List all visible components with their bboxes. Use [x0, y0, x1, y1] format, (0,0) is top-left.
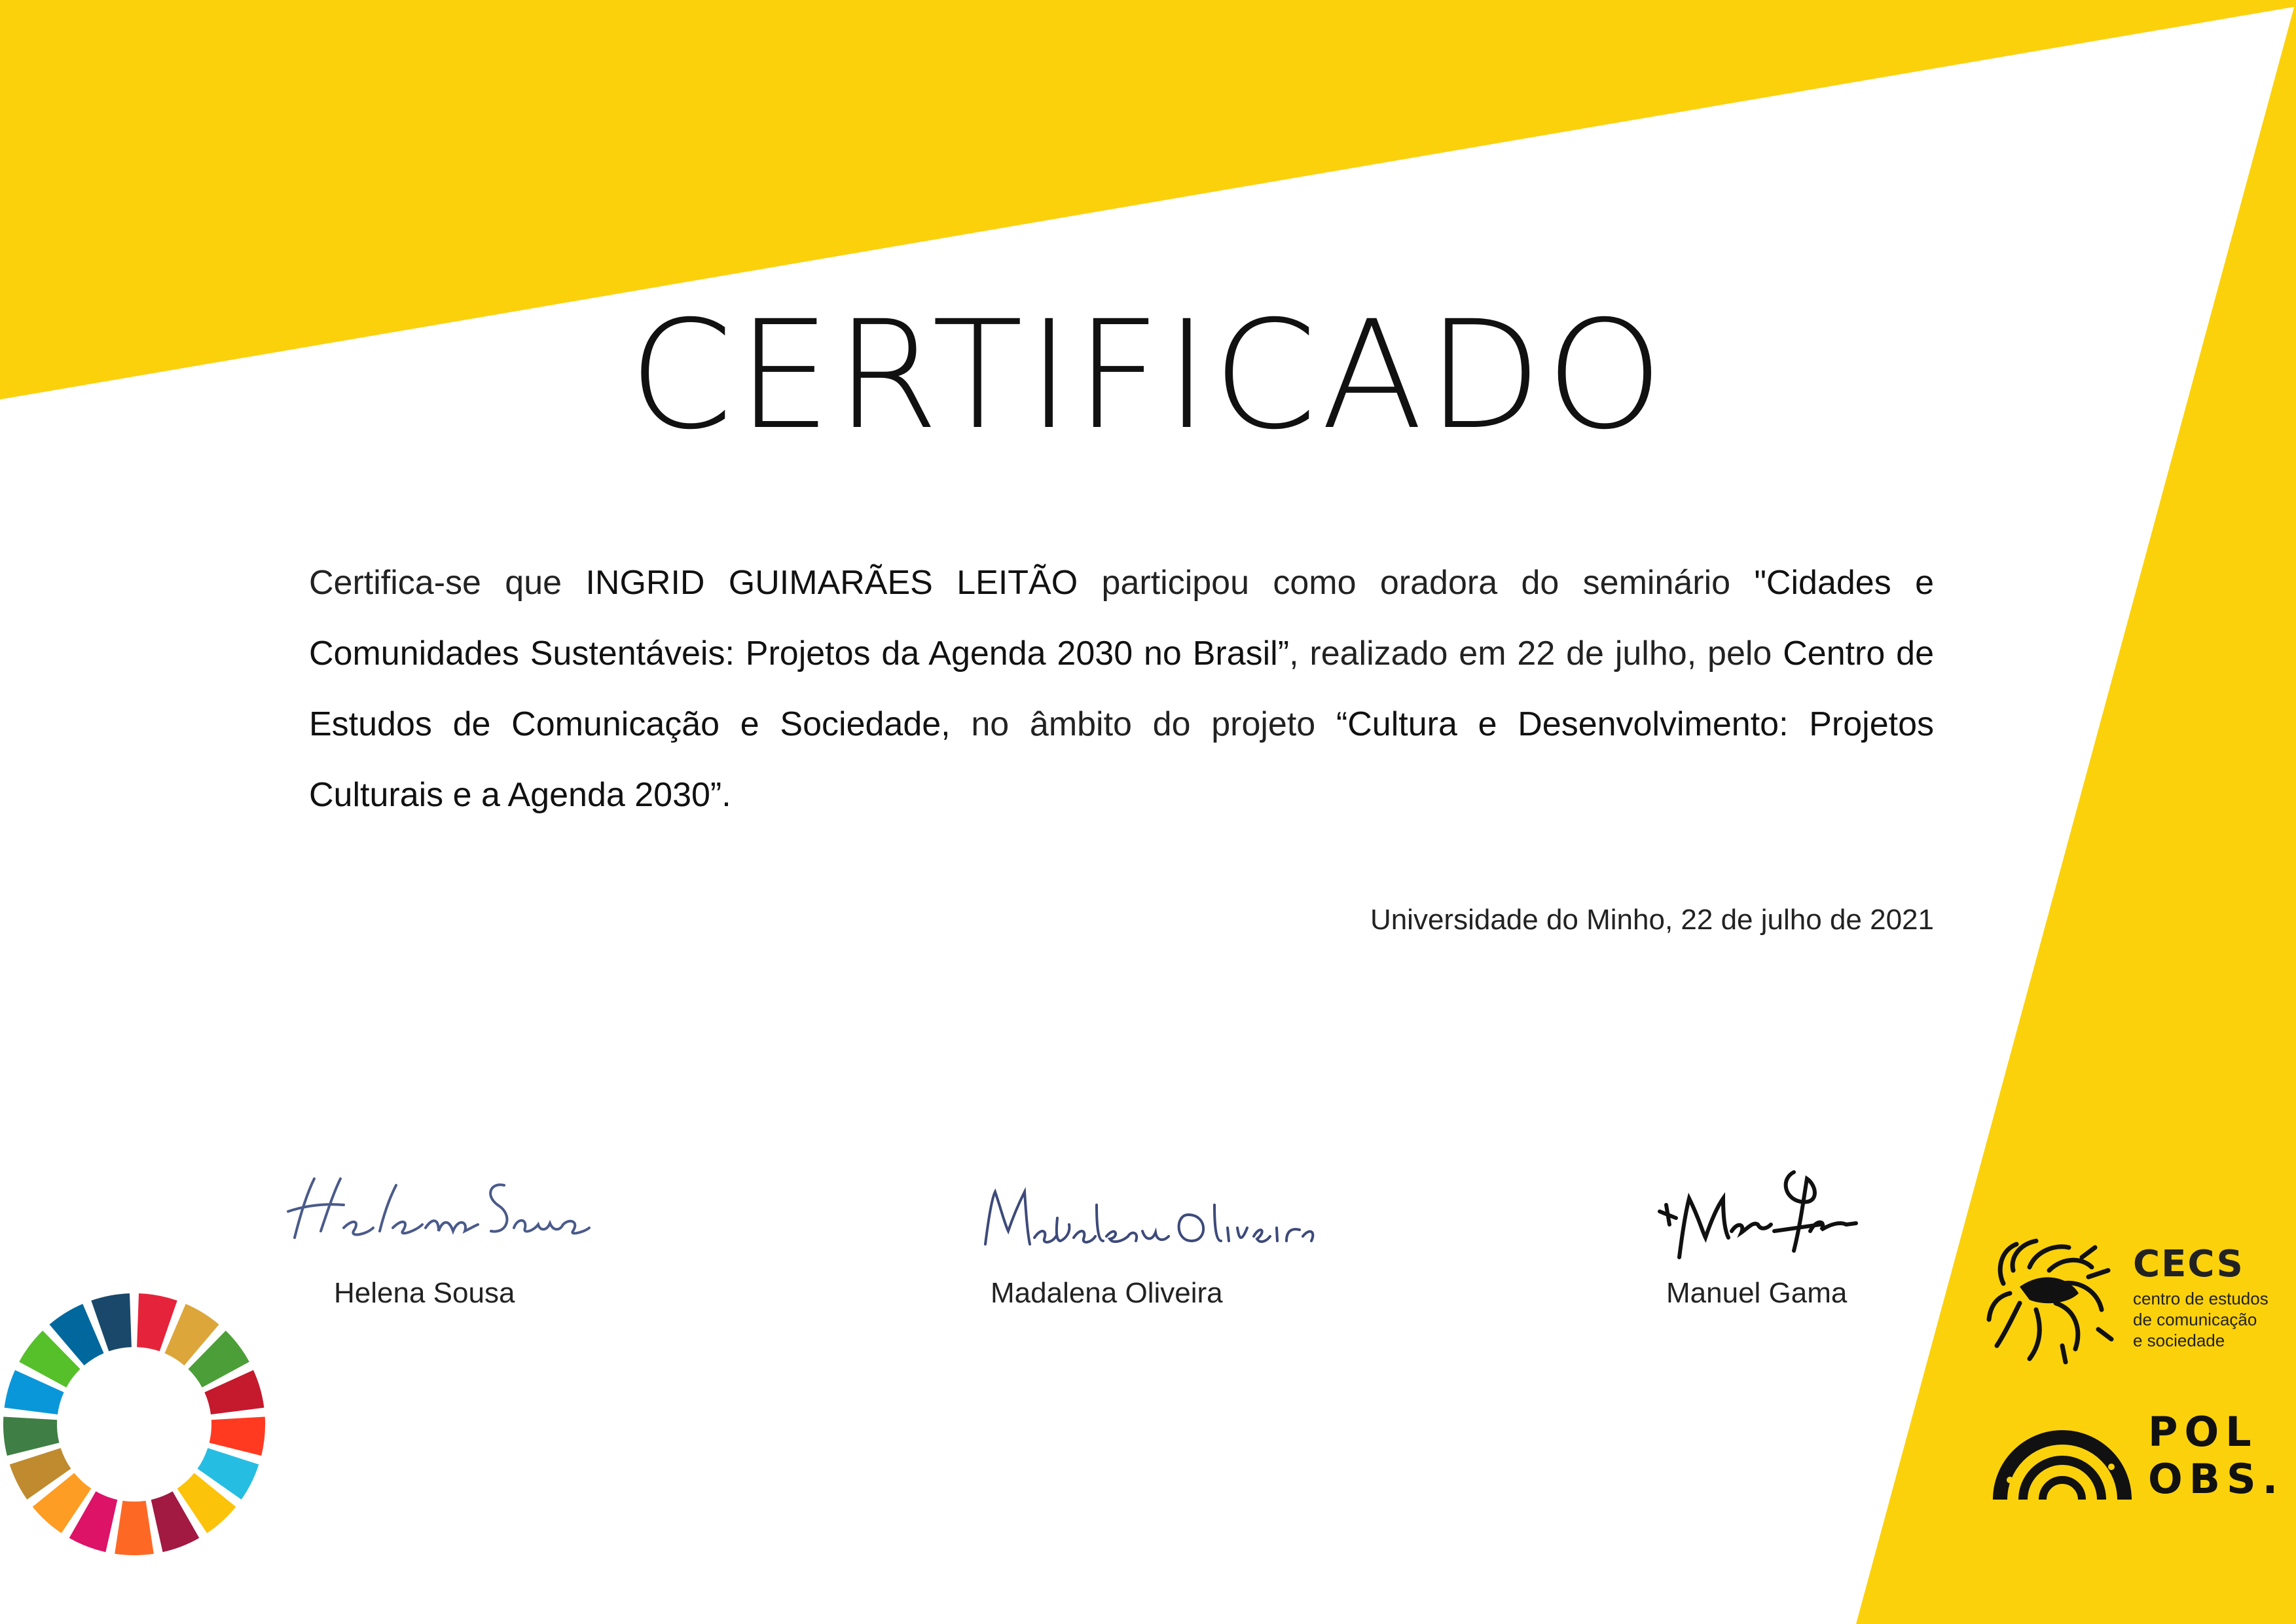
recipient-name: INGRID GUIMARÃES LEITÃO	[585, 564, 1078, 602]
project-title: “Cultura e Desenvolvimento: Projetos Culturais e a Agenda 2030”.	[309, 705, 1934, 814]
organizing-center: Centro de Estudos de Comunicação e Sociedade,	[309, 635, 1935, 743]
body-text-2: participou como oradora do seminário	[1078, 564, 1755, 602]
place-and-date: Universidade do Minho, 22 de julho de 2021	[1370, 904, 1934, 936]
polobs-logo	[1987, 1401, 2285, 1506]
sdg-ring-segments	[3, 1293, 265, 1555]
cecs-emblem-icon	[1984, 1231, 2115, 1369]
cecs-logo	[1984, 1231, 2272, 1369]
signature-helena-sousa	[282, 1166, 596, 1251]
polobs-arc-icon	[1987, 1401, 2138, 1506]
certificate-body	[309, 547, 1934, 830]
certificate-title: CERTIFICADO	[629, 288, 1667, 462]
cecs-line-2: de comunicação	[2133, 1310, 2257, 1329]
body-text-1: Certifica-se que	[309, 564, 586, 602]
signature-manuel-gama	[1650, 1159, 1866, 1270]
signature-madalena-oliveira	[979, 1179, 1319, 1257]
sdg-wheel-icon	[0, 1287, 268, 1562]
body-text-4: no âmbito do projeto	[950, 705, 1336, 743]
cecs-line-3: e sociedade	[2133, 1331, 2225, 1350]
polobs-line-2: OBS.	[2148, 1455, 2285, 1503]
signatory-name-3: Manuel Gama	[1666, 1277, 1848, 1309]
sdg-segment	[210, 1417, 265, 1456]
cecs-acronym: CECS	[2133, 1243, 2244, 1285]
sdg-segment	[115, 1501, 154, 1555]
signatory-name-2: Madalena Oliveira	[991, 1277, 1223, 1309]
signatory-name-1: Helena Sousa	[334, 1277, 515, 1309]
sdg-segment	[3, 1417, 59, 1456]
body-text-3: , realizado em 22 de julho, pelo	[1289, 635, 1783, 673]
seminar-title: "Cidades e Comunidades Sustentáveis: Projetos da Agenda 2030 no Brasil”	[309, 564, 1934, 673]
cecs-line-1: centro de estudos	[2133, 1289, 2269, 1308]
polobs-line-1: POL	[2148, 1408, 2258, 1456]
